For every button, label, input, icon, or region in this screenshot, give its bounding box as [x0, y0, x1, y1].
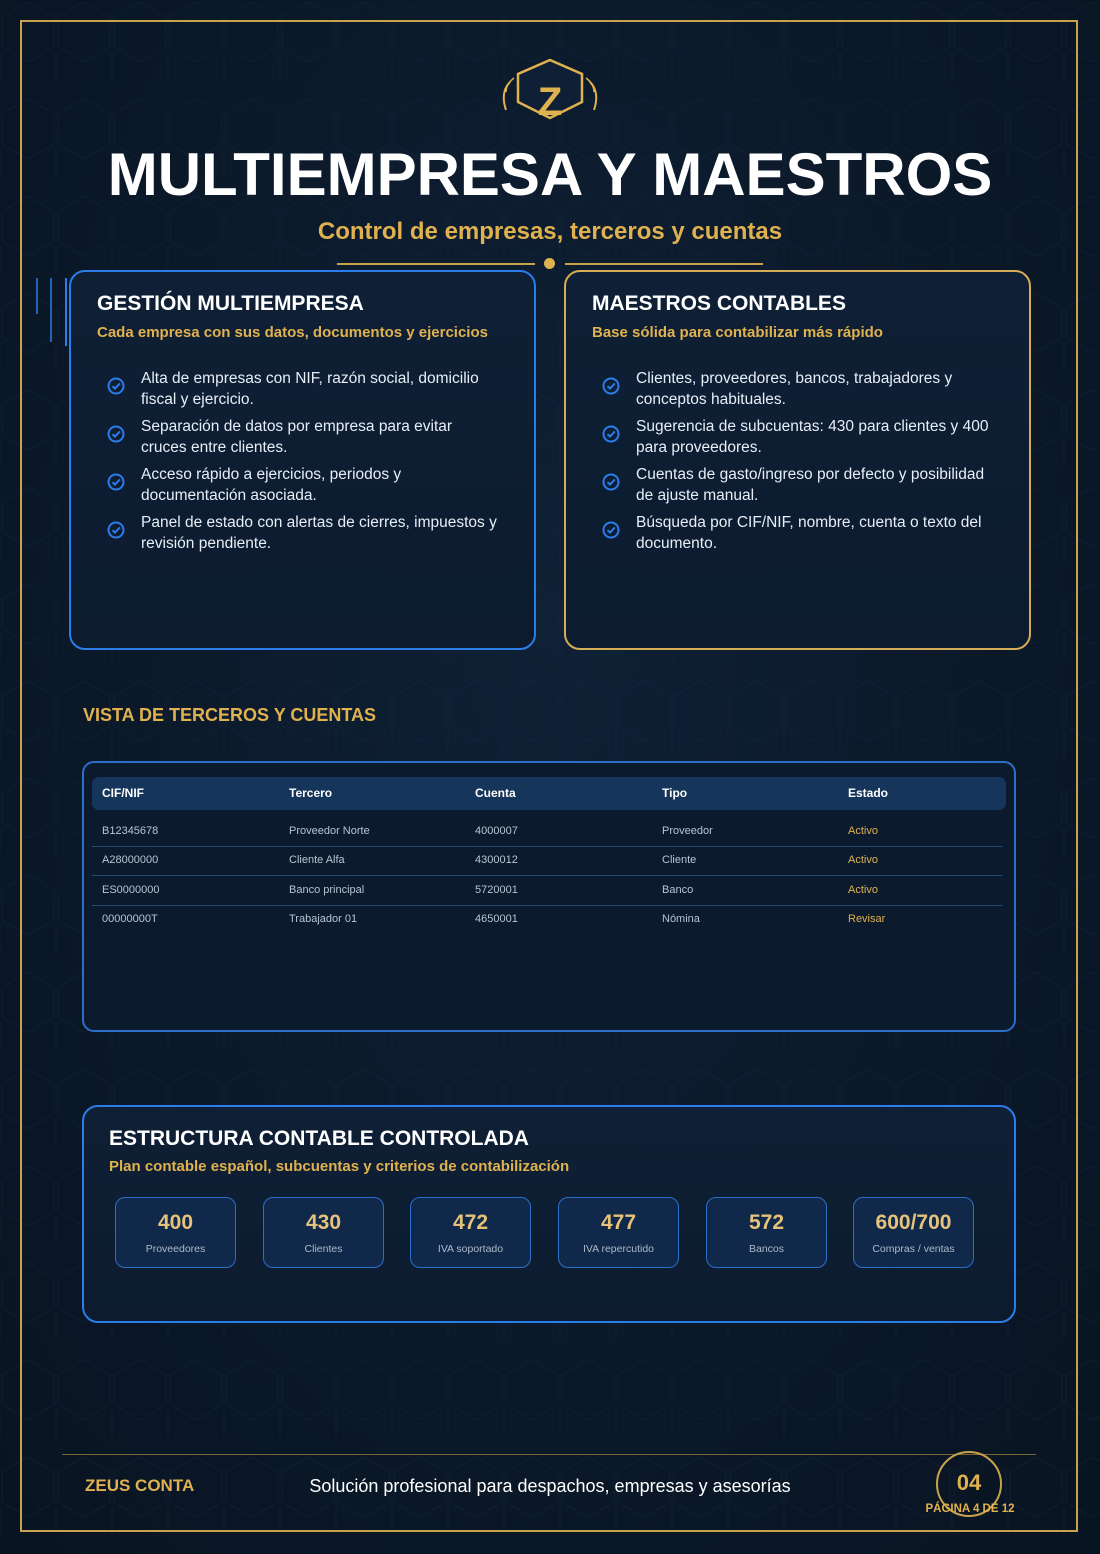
section-title-terceros: VISTA DE TERCEROS Y CUENTAS: [83, 705, 377, 725]
list-item: [107, 416, 497, 464]
card-title: ESTRUCTURA CONTABLE CONTROLADA: [109, 1127, 529, 1150]
status-cell: Activo: [848, 825, 878, 837]
footer-brand: ZEUS CONTA: [85, 1476, 195, 1495]
card-title: GESTIÓN MULTIEMPRESA: [97, 292, 364, 315]
table-cell: Cliente Alfa: [289, 854, 345, 866]
account-chip-600-700: [853, 1197, 974, 1268]
list-item: [602, 464, 992, 512]
table-cell: Proveedor: [662, 825, 713, 837]
table-row: [92, 817, 1002, 847]
list-item-text: Acceso rápido a ejercicios, periodos y documentación asociada.: [141, 466, 402, 504]
list-item-text: Separación de datos por empresa para evitar cruces entre clientes.: [141, 418, 453, 456]
status-cell: Activo: [848, 854, 878, 866]
table-cell: Cliente: [662, 854, 697, 866]
list-item-text: Clientes, proveedores, bancos, trabajadores y conceptos habituales.: [636, 370, 953, 408]
column-header: Tercero: [289, 786, 333, 800]
estructura-contable-card: [82, 1105, 1016, 1323]
table-cell: Trabajador 01: [289, 913, 358, 925]
table-cell: Nómina: [662, 913, 700, 925]
account-chip-400: [115, 1197, 236, 1268]
list-item: [107, 464, 497, 512]
terceros-table: [82, 761, 1016, 1032]
account-code: 472: [452, 1211, 489, 1234]
table-cell: B12345678: [102, 825, 159, 837]
card-maestros-contables: [564, 270, 1031, 650]
card-subtitle: Base sólida para contabilizar más rápido: [592, 324, 883, 341]
page-subtitle: Control de empresas, terceros y cuentas: [317, 218, 783, 245]
table-row: [92, 876, 1002, 906]
check-circle-icon: [107, 473, 125, 491]
column-header: Tipo: [662, 786, 688, 800]
check-circle-icon: [602, 473, 620, 491]
table-cell: Banco: [662, 884, 694, 896]
table-row: [92, 905, 1002, 934]
status-cell: Activo: [848, 884, 878, 896]
check-circle-icon: [107, 377, 125, 395]
check-circle-icon: [602, 425, 620, 443]
account-chip-477: [558, 1197, 679, 1268]
list-item-text: Sugerencia de subcuentas: 430 para clientes y 400 para proveedores.: [636, 418, 989, 456]
table-cell: 4300012: [475, 854, 518, 866]
table-cell: ES0000000: [102, 884, 160, 896]
page-of-total: PÁGINA 4 DE 12: [925, 1503, 1015, 1515]
list-item: [107, 368, 497, 416]
column-header: Estado: [848, 786, 889, 800]
account-code: 430: [305, 1211, 342, 1234]
check-circle-icon: [602, 377, 620, 395]
table-cell: 5720001: [475, 884, 518, 896]
column-header: CIF/NIF: [102, 786, 144, 800]
logo-letter: Z: [537, 80, 563, 124]
check-circle-icon: [602, 521, 620, 539]
account-code: 477: [600, 1211, 637, 1234]
account-chip-472: [410, 1197, 531, 1268]
table-cell: A28000000: [102, 854, 159, 866]
card-subtitle: Plan contable español, subcuentas y criterios de contabilización: [109, 1158, 570, 1175]
account-code: 400: [157, 1211, 194, 1234]
card-subtitle: Cada empresa con sus datos, documentos y ejercicios: [97, 324, 488, 341]
subtitle-divider-left: [337, 263, 535, 265]
page-title: MULTIEMPRESA Y MAESTROS: [107, 141, 993, 208]
list-item: [602, 416, 992, 464]
account-label: IVA repercutido: [582, 1243, 654, 1255]
subtitle-divider-dot: [544, 258, 555, 269]
table-row: [92, 846, 1002, 876]
list-item-text: Cuentas de gasto/ingreso por defecto y posibilidad de ajuste manual.: [636, 466, 985, 504]
table-cell: 4000007: [475, 825, 518, 837]
list-item: [602, 368, 992, 416]
page-number: 04: [956, 1470, 982, 1495]
feature-list: [107, 368, 497, 560]
column-header: Cuenta: [475, 786, 516, 800]
account-code: 572: [748, 1211, 785, 1234]
accent-bars-decoration: [36, 276, 70, 348]
status-cell: Revisar: [848, 913, 886, 925]
table-cell: 4650001: [475, 913, 518, 925]
check-circle-icon: [107, 425, 125, 443]
account-label: IVA soportado: [437, 1243, 504, 1255]
list-item: [107, 512, 497, 560]
account-label: Proveedores: [145, 1243, 206, 1255]
subtitle-divider-right: [565, 263, 763, 265]
table-cell: Banco principal: [289, 884, 365, 896]
account-code: 600/700: [875, 1211, 952, 1234]
list-item-text: Búsqueda por CIF/NIF, nombre, cuenta o texto del documento.: [636, 514, 982, 552]
card-title: MAESTROS CONTABLES: [592, 292, 846, 315]
account-label: Compras / ventas: [872, 1243, 955, 1255]
table-header: [92, 777, 1006, 810]
table-cell: 00000000T: [102, 913, 158, 925]
list-item: [602, 512, 992, 560]
account-label: Bancos: [748, 1243, 785, 1255]
list-item-text: Panel de estado con alertas de cierres, impuestos y revisión pendiente.: [141, 514, 497, 552]
account-label: Clientes: [304, 1243, 343, 1255]
table-cell: Proveedor Norte: [289, 825, 370, 837]
card-gestion-multiempresa: [69, 270, 536, 650]
list-item-text: Alta de empresas con NIF, razón social, domicilio fiscal y ejercicio.: [141, 370, 479, 408]
feature-list: [602, 368, 992, 560]
account-chip-572: [706, 1197, 827, 1268]
footer-tagline: Solución profesional para despachos, empresas y asesorías: [309, 1476, 791, 1496]
footer-divider: [62, 1454, 1036, 1455]
account-chip-430: [263, 1197, 384, 1268]
check-circle-icon: [107, 521, 125, 539]
